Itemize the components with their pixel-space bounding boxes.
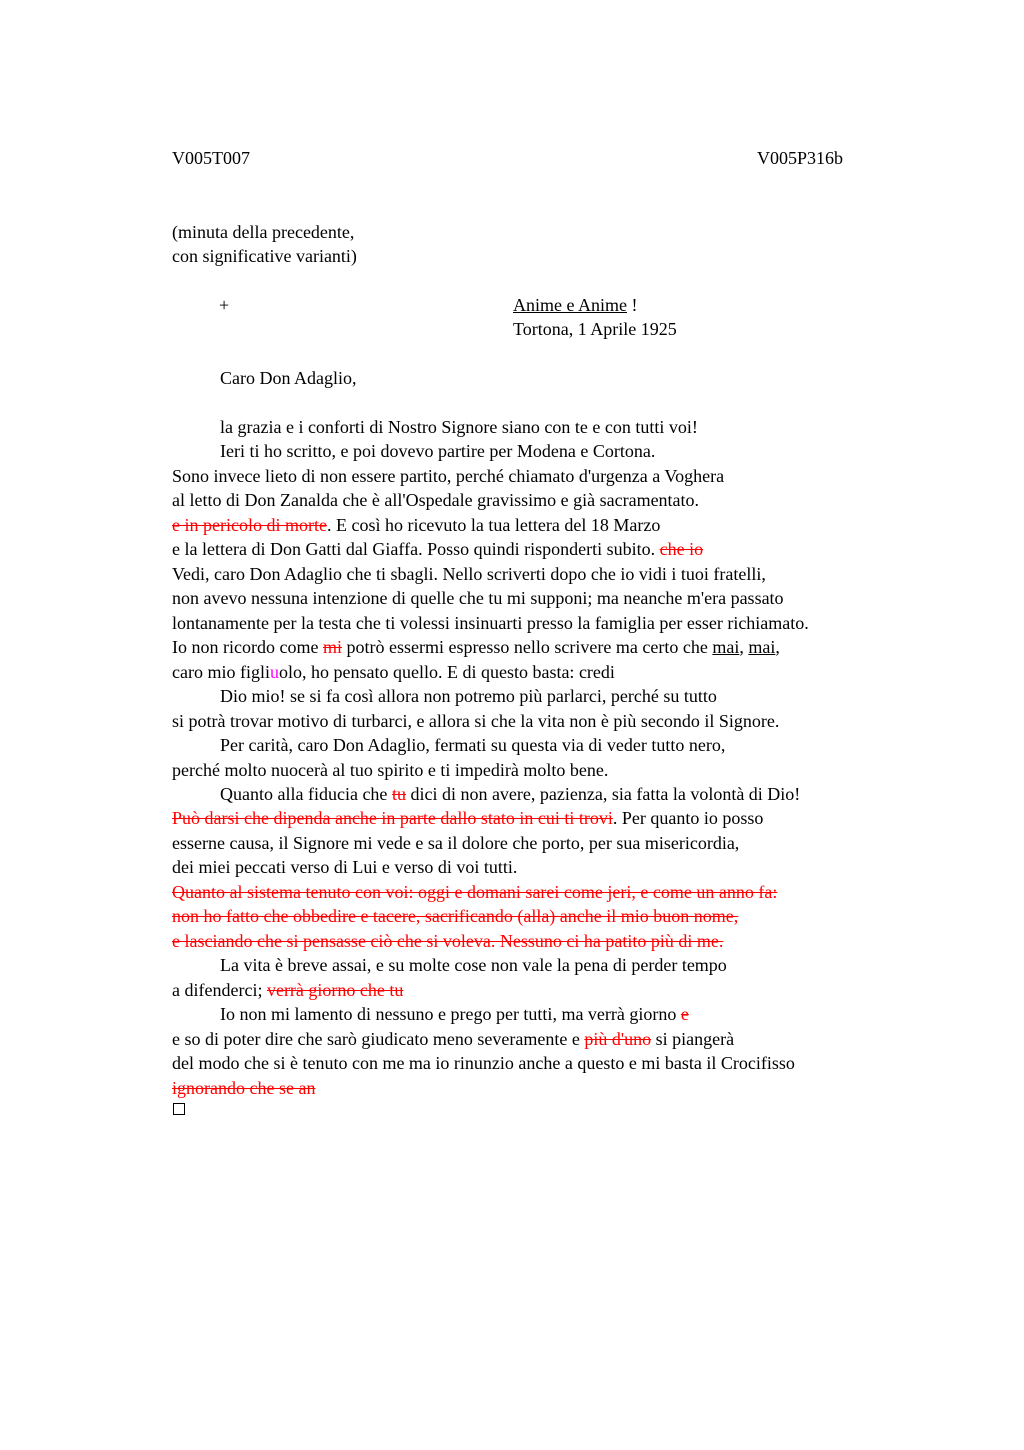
- body-line: [172, 537, 703, 561]
- deleted-text: e in pericolo di morte: [172, 515, 327, 535]
- body-line: La vita è breve assai, e su molte cose non vale la pena di perder tempo: [220, 955, 727, 975]
- body-text: ,: [775, 637, 780, 657]
- deleted-text: e: [680, 1004, 689, 1024]
- cross-mark: +: [219, 295, 230, 315]
- deleted-text: mi: [322, 637, 342, 657]
- body-text: dici di non avere, pazienza, sia fatta la volontà di Dio!: [405, 784, 801, 804]
- body-text: caro mio figli: [172, 662, 270, 682]
- deleted-text: che io: [659, 539, 704, 559]
- body-line: [172, 660, 615, 684]
- deleted-text: ignorando che se an: [172, 1078, 316, 1098]
- body-line: [172, 513, 660, 537]
- body-line: lontanamente per la testa che ti volessi insinuarti presso la famiglia per esser richiamato.: [172, 613, 809, 633]
- editorial-note-line-2: con significative varianti): [172, 246, 357, 266]
- body-line: Dio mio! se si fa così allora non potremo più parlarci, perché su tutto: [220, 686, 717, 706]
- motto: [513, 293, 637, 317]
- body-line: Per carità, caro Don Adaglio, fermati su questa via di veder tutto nero,: [220, 735, 726, 755]
- body-text: . Per quanto io posso: [612, 808, 764, 828]
- body-text: olo, ho pensato quello. E di questo basta: credi: [278, 662, 615, 682]
- body-text: Io non ricordo come: [172, 637, 323, 657]
- body-line: del modo che si è tenuto con me ma io rinunzio anche a questo e mi basta il Crocifisso: [172, 1053, 795, 1073]
- deleted-text: e lasciando che si pensasse ciò che si voleva. Nessuno ci ha patito più di me.: [172, 931, 724, 951]
- body-text: e la lettera di Don Gatti dal Giaffa. Posso quindi risponderti subito.: [172, 539, 660, 559]
- deleted-text: Può darsi che dipenda anche in parte dallo stato in cui ti trovi: [172, 808, 613, 828]
- document-code-right: V005P316b: [757, 148, 844, 168]
- body-line: dei miei peccati verso di Lui e verso di voi tutti.: [172, 857, 518, 877]
- body-text: Io non mi lamento di nessuno e prego per tutti, ma verrà giorno: [220, 1004, 681, 1024]
- body-line: si potrà trovar motivo di turbarci, e allora si che la vita non è più secondo il Signore.: [172, 711, 780, 731]
- underlined-text: mai: [712, 637, 740, 657]
- body-text: ,: [739, 637, 749, 657]
- body-line: perché molto nuocerà al tuo spirito e ti impedirà molto bene.: [172, 760, 609, 780]
- deleted-text: più d'uno: [584, 1029, 652, 1049]
- body-line: al letto di Don Zanalda che è all'Ospedale gravissimo e già sacramentato.: [172, 490, 700, 510]
- underlined-text: mai: [748, 637, 776, 657]
- body-line: [172, 904, 738, 928]
- deleted-text: verrà giorno che tu: [266, 980, 404, 1000]
- body-line: [172, 806, 763, 830]
- salutation: Caro Don Adaglio,: [220, 368, 357, 388]
- motto-text: Anime e Anime: [513, 295, 627, 315]
- deleted-text: tu: [391, 784, 406, 804]
- body-line: [172, 635, 780, 659]
- body-line: la grazia e i conforti di Nostro Signore siano con te e con tutti voi!: [220, 417, 698, 437]
- body-line: [172, 1027, 734, 1051]
- deleted-text: non ho fatto che obbedire e tacere, sacrificando (alla) anche il mio buon nome,: [172, 906, 739, 926]
- end-square-mark: [173, 1103, 185, 1115]
- editorial-note-line-1: (minuta della precedente,: [172, 222, 355, 242]
- body-text: si piangerà: [651, 1029, 735, 1049]
- body-line: Vedi, caro Don Adaglio che ti sbagli. Nello scriverti dopo che io vidi i tuoi fratelli,: [172, 564, 766, 584]
- document-code-left: V005T007: [172, 148, 250, 168]
- body-text: a difenderci;: [172, 980, 267, 1000]
- body-line: [220, 1002, 689, 1026]
- body-line: Sono invece lieto di non essere partito, perché chiamato d'urgenza a Voghera: [172, 466, 725, 486]
- body-text: Quanto alla fiducia che: [220, 784, 392, 804]
- deleted-text: Quanto al sistema tenuto con voi: oggi e domani sarei come jeri, e come un anno fa:: [172, 882, 778, 902]
- motto-exclamation: !: [626, 295, 638, 315]
- body-line: [172, 880, 777, 904]
- body-line: [172, 978, 403, 1002]
- place-date: Tortona, 1 Aprile 1925: [513, 319, 677, 339]
- body-line: Ieri ti ho scritto, e poi dovevo partire per Modena e Cortona.: [220, 441, 656, 461]
- corrected-letter: u: [269, 662, 279, 682]
- body-text: e so di poter dire che sarò giudicato meno severamente e: [172, 1029, 585, 1049]
- body-line: [172, 929, 723, 953]
- body-text: . E così ho ricevuto la tua lettera del 18 Marzo: [326, 515, 661, 535]
- body-line: [172, 1076, 315, 1100]
- body-line: [220, 782, 800, 806]
- body-line: esserne causa, il Signore mi vede e sa il dolore che porto, per sua misericordia,: [172, 833, 740, 853]
- body-line: non avevo nessuna intenzione di quelle che tu mi supponi; ma neanche m'era passato: [172, 588, 784, 608]
- body-text: potrò essermi espresso nello scrivere ma certo che: [341, 637, 713, 657]
